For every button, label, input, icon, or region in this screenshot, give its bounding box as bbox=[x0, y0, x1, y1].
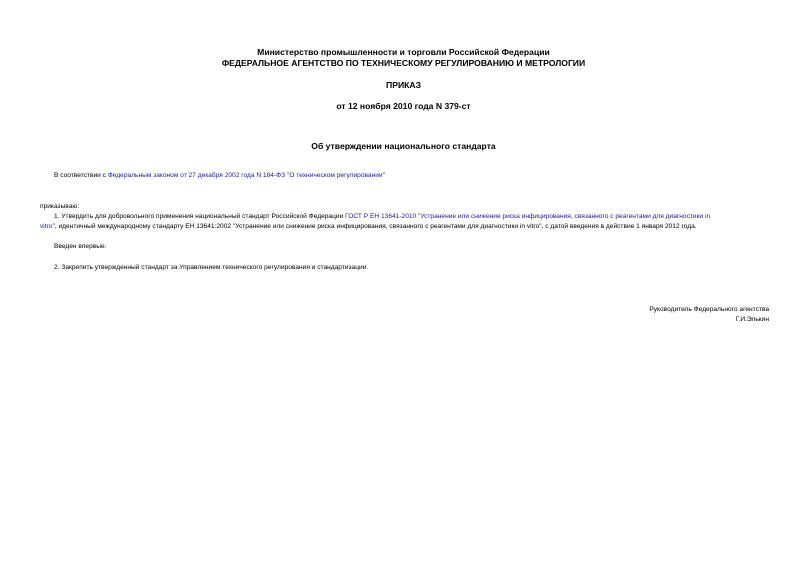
gost-standard-link[interactable]: ГОСТ Р ЕН 13641-2010 "Устранение или снижение риска инфицирования, связанного с реагентами для диагностики in bbox=[345, 213, 711, 220]
agency-heading: ФЕДЕРАЛЬНОЕ АГЕНТСТВО ПО ТЕХНИЧЕСКОМУ РЕГУЛИРОВАНИЮ И МЕТРОЛОГИИ bbox=[221, 58, 586, 68]
item1-line1 bbox=[54, 213, 710, 220]
order-word: приказываю: bbox=[40, 203, 80, 210]
gost-standard-link-cont[interactable]: vitro" bbox=[40, 223, 55, 230]
order-date-number: от 12 ноября 2010 года N 379-ст bbox=[336, 101, 471, 111]
basis-paragraph bbox=[54, 172, 385, 179]
order-subject: Об утверждении национального стандарта bbox=[311, 141, 496, 151]
item1-prefix: 1. Утвердить для добровольного применения национальный стандарт Российской Федерации bbox=[54, 213, 346, 220]
signature-name: Г.И.Элькин bbox=[735, 316, 769, 323]
item1-rest: , идентичный международному стандарту ЕН 13641:2002 "Устранение или снижение риска инфицирования, связанного с реагентами для диагностики in vitro", с датой введения в действие 1 января 2012 года. bbox=[54, 223, 697, 230]
federal-law-link[interactable]: Федеральным законом от 27 декабря 2002 года N 184-ФЗ "О техническом регулировании" bbox=[107, 172, 385, 179]
ministry-heading: Министерство промышленности и торговли Российской Федерации bbox=[257, 47, 550, 57]
item2-paragraph: 2. Закрепить утвержденный стандарт за Управлением технического регулирования и стандартизации. bbox=[54, 264, 369, 271]
basis-prefix: В соответствии с bbox=[54, 172, 108, 179]
signature-title: Руководитель Федерального агентства bbox=[649, 306, 769, 313]
introduced-note: Введен впервые. bbox=[54, 243, 107, 250]
order-type-heading: ПРИКАЗ bbox=[386, 80, 421, 90]
item1-line2 bbox=[40, 223, 697, 230]
